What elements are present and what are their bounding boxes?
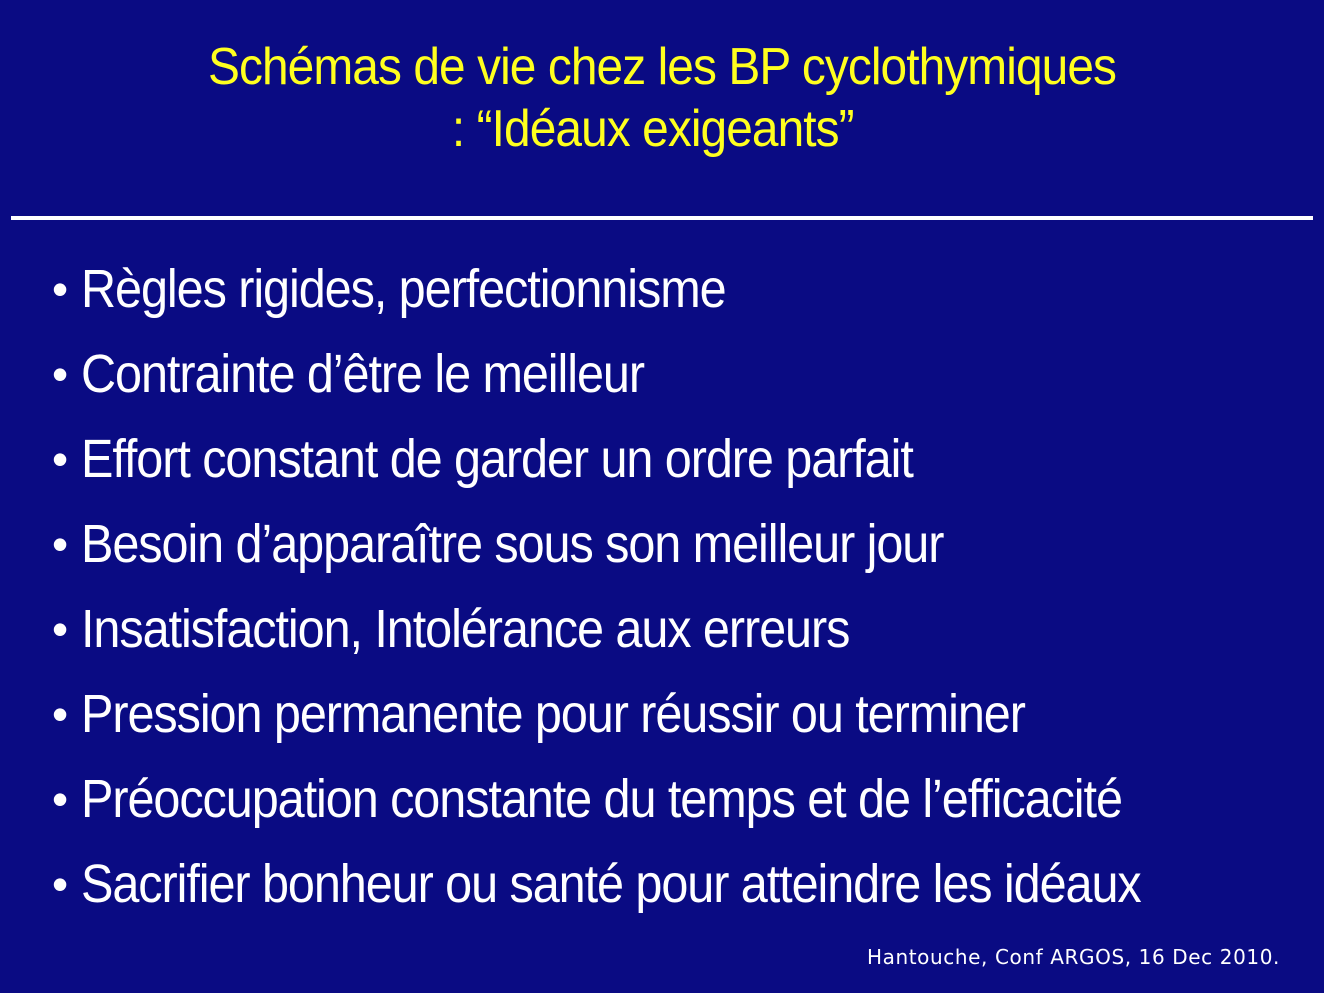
bullet-icon: • <box>52 857 69 910</box>
bullet-item <box>52 331 1258 416</box>
bullet-text: Effort constant de garder un ordre parfait <box>81 428 913 489</box>
bullet-item <box>52 501 1258 586</box>
slide-title <box>53 36 1271 160</box>
bullet-item <box>52 841 1258 926</box>
bullet-item <box>52 756 1258 841</box>
bullet-text: Pression permanente pour réussir ou terminer <box>81 683 1025 744</box>
bullet-item <box>52 586 1258 671</box>
source-credit: Hantouche, Conf ARGOS, 16 Dec 2010. <box>866 945 1280 969</box>
bullet-item <box>52 416 1258 501</box>
bullet-icon: • <box>52 687 69 740</box>
bullet-icon: • <box>52 262 69 315</box>
slide-title-line-2: : “Idéaux exigeants” <box>451 100 854 158</box>
bullet-text: Insatisfaction, Intolérance aux erreurs <box>81 598 850 659</box>
bullet-icon: • <box>52 602 69 655</box>
bullet-icon: • <box>52 432 69 485</box>
bullet-icon: • <box>52 772 69 825</box>
bullet-icon: • <box>52 347 69 400</box>
bullet-text: Contrainte d’être le meilleur <box>81 343 644 404</box>
bullet-text: Sacrifier bonheur ou santé pour atteindre les idéaux <box>81 853 1141 914</box>
slide-title-line-1: Schémas de vie chez les BP cyclothymiques <box>207 38 1117 96</box>
title-divider <box>11 216 1313 220</box>
bullet-item <box>52 246 1258 331</box>
bullet-icon: • <box>52 517 69 570</box>
bullet-text: Besoin d’apparaître sous son meilleur jour <box>81 513 944 574</box>
bullet-list <box>52 246 1258 926</box>
bullet-text: Préoccupation constante du temps et de l’efficacité <box>81 768 1122 829</box>
bullet-text: Règles rigides, perfectionnisme <box>81 258 726 319</box>
bullet-item <box>52 671 1258 756</box>
